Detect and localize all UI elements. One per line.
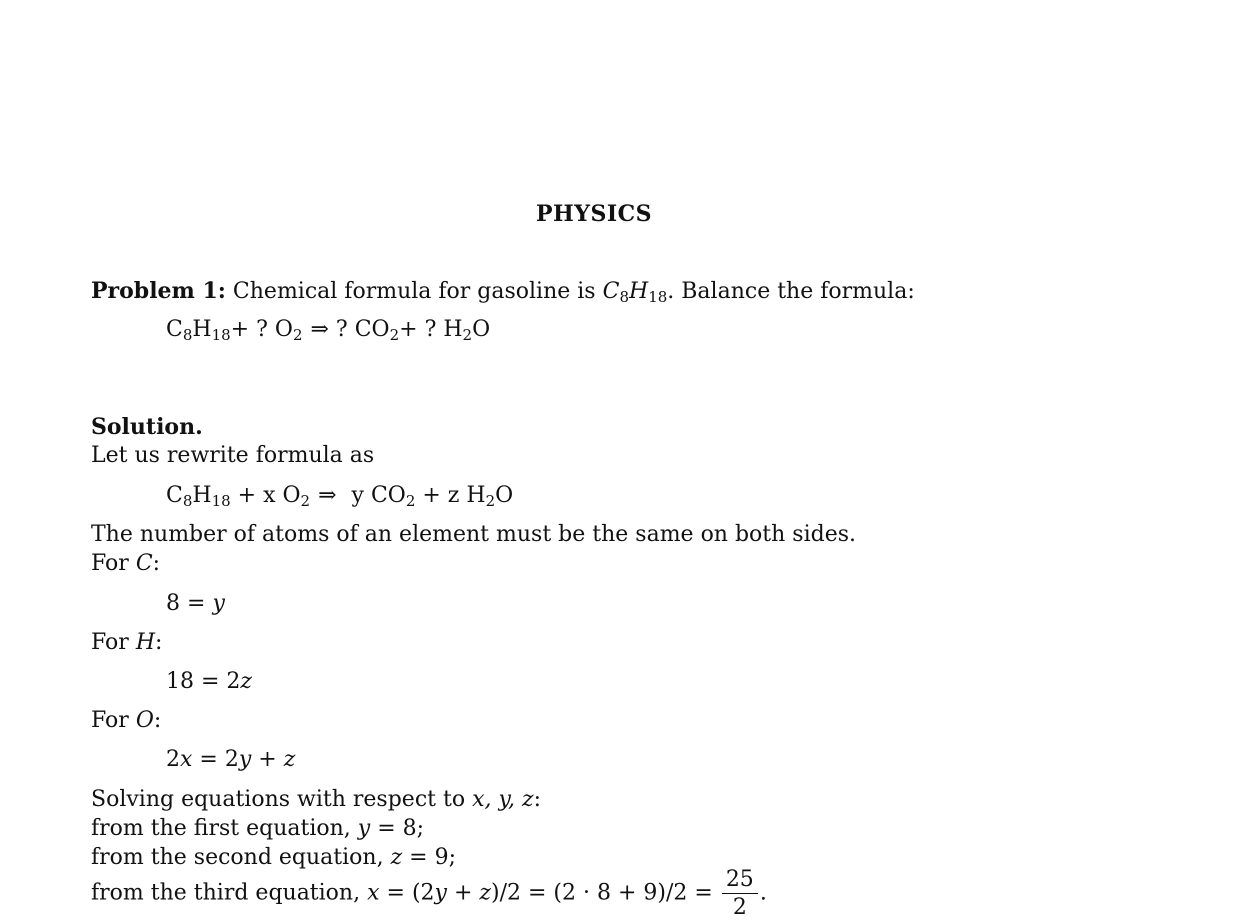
math-var: z [240,669,253,694]
for-label: For [91,551,129,576]
eq-term: + ? O [230,317,293,342]
eq-term: H [192,317,212,342]
eq-term: = 2 [199,747,239,772]
solution-equation [166,483,513,509]
math-var: y [357,816,371,841]
solution-intro: Let us rewrite formula as [91,443,375,468]
math-var: x [367,880,380,906]
eq-sub: 2 [292,326,303,344]
solving-text: Solving equations with respect to [91,787,466,812]
problem-text-after: . Balance the formula: [667,279,915,304]
eq-term: + ? H [399,317,463,342]
eq-sub: 2 [389,326,400,344]
equation-o [166,747,295,773]
eq-sub: 2 [300,492,311,510]
third-text: from the third equation, [91,880,361,906]
fraction-numerator: 25 [722,868,758,894]
math-var: y [434,880,447,906]
formula-c-sub: 8 [619,288,629,306]
eq-term: 18 = 2 [166,669,241,694]
problem-label: Problem 1: [91,278,226,304]
page-title: PHYSICS [535,201,653,227]
solving-line: Solving equations with respect to x, y, z: [91,787,541,812]
for-h-line: For H: [91,630,163,655]
atoms-note: The number of atoms of an element must be the same on both sides. [91,522,857,547]
solution-label: Solution. [91,414,203,440]
problem-statement [91,278,915,305]
math-var: z [479,880,491,906]
math-var: C [135,551,153,576]
math-var: z [390,845,403,870]
eq-sub: 2 [405,492,416,510]
for-o-line: For O: [91,708,162,733]
eq-sub: 2 [462,326,473,344]
math-var: z [283,747,296,772]
math-var: O [135,708,154,733]
eq-sub: 18 [211,492,231,510]
eq-term: C [166,317,183,342]
problem-equation [166,317,490,343]
eq-term: )/2 = (2 · 8 + 9)/2 = [491,880,713,906]
eq-term: = (2 [386,880,435,906]
problem-text: Chemical formula for gasoline is [232,279,596,304]
third-eq-line: from the third equation, x = (2y + z)/2 = (2 · 8 + 9)/2 = $\frac{25}{2}$ . [91,867,767,921]
eq-term: + z H [422,483,486,508]
formula-h: H [629,279,649,304]
eq-term: y CO [351,483,406,508]
eq-term: 2 [166,747,180,772]
for-label: For [91,630,129,655]
eq-term: H [192,483,212,508]
equation-c [166,591,225,617]
arrow-icon: ⇒ [310,317,329,342]
for-c-line: For C: [91,551,161,576]
for-label: For [91,708,129,733]
second-value: = 9; [409,845,457,870]
math-var: x, y, z [472,787,534,812]
math-var: y [238,747,252,772]
eq-term: ? CO [335,317,390,342]
eq-term: + x O [237,483,301,508]
eq-sub: 18 [211,326,231,344]
first-eq-line [91,816,424,842]
fraction [722,868,758,919]
fraction-denominator: 2 [732,895,747,921]
eq-term: C [166,483,183,508]
first-text: from the first equation, [91,816,351,841]
formula-h-sub: 18 [648,288,668,306]
second-text: from the second equation, [91,845,384,870]
formula-c: C [602,279,620,304]
math-var: x [180,747,193,772]
eq-term: O [472,317,491,342]
arrow-icon: ⇒ [318,483,337,508]
eq-sub: 8 [182,492,193,510]
eq-sub: 8 [182,326,193,344]
eq-sub: 2 [485,492,496,510]
eq-term: O [495,483,514,508]
eq-term: 8 = [166,591,206,616]
math-var: y [212,591,225,616]
first-value: = 8; [377,816,425,841]
eq-term: + [453,880,473,906]
eq-term: + [258,747,277,772]
equation-h [166,669,252,695]
math-var: H [135,630,156,655]
